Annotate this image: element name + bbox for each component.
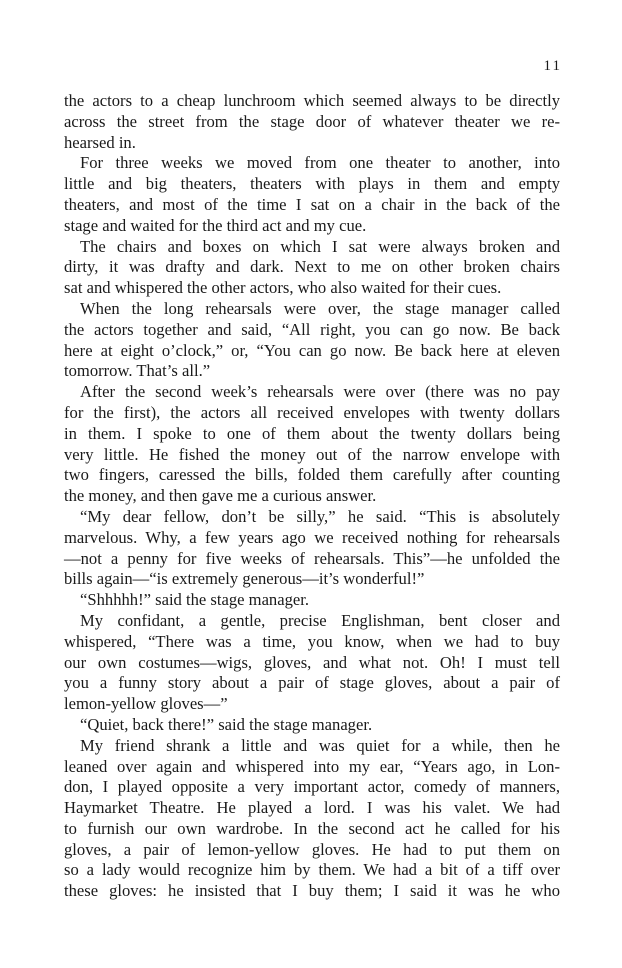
text-line: tomorrow. That’s all.”: [64, 361, 211, 381]
text-line: our own costumes—wigs, gloves, and what not. Oh! I must tell: [64, 652, 560, 672]
text-line: lemon-yellow gloves—”: [64, 694, 228, 714]
text-line: so a lady would recognize him by them. We had a bit of a tiff over: [64, 860, 560, 880]
text-line: two fingers, caressed the bills, folded them carefully after counting: [64, 465, 560, 485]
text-line: the money, and then gave me a curious answer.: [64, 486, 377, 506]
text-line: After the second week’s rehearsals were over (there was no pay: [80, 382, 560, 402]
text-line: very little. He fished the money out of the narrow envelope with: [64, 444, 560, 464]
text-line: leaned over again and whispered into my ear, “Years ago, in Lon-: [64, 756, 560, 776]
text-line: you a funny story about a pair of stage gloves, about a pair of: [64, 673, 560, 693]
text-line: When the long rehearsals were over, the stage manager called: [80, 298, 560, 318]
body-text: [64, 91, 560, 902]
text-line: My confidant, a gentle, precise Englishman, bent closer and: [80, 610, 560, 630]
text-line: dirty, it was drafty and dark. Next to me on other broken chairs: [64, 257, 560, 277]
text-line: My friend shrank a little and was quiet for a while, then he: [80, 735, 560, 755]
text-line: bills again—“is extremely generous—it’s wonderful!”: [64, 569, 425, 589]
text-line: the actors to a cheap lunchroom which seemed always to be directly: [64, 91, 560, 110]
text-line: stage and waited for the third act and my cue.: [64, 215, 367, 235]
text-line: the actors together and said, “All right, you can go now. Be back: [64, 319, 560, 339]
text-line: The chairs and boxes on which I sat were always broken and: [80, 236, 560, 256]
text-line: don, I played opposite a very important actor, comedy of manners,: [64, 777, 560, 797]
text-line: hearsed in.: [64, 132, 136, 152]
text-line: these gloves: he insisted that I buy them; I said it was he who: [64, 881, 560, 901]
text-line: marvelous. Why, a few years ago we received nothing for rehearsals: [64, 527, 560, 547]
text-line: here at eight o’clock,” or, “You can go now. Be back here at eleven: [64, 340, 560, 360]
text-line: “Quiet, back there!” said the stage manager.: [80, 714, 373, 734]
text-line: across the street from the stage door of whatever theater we re-: [64, 111, 560, 131]
text-line: “Shhhhh!” said the stage manager.: [80, 590, 310, 610]
text-line: For three weeks we moved from one theater to another, into: [80, 153, 560, 173]
text-line: in them. I spoke to one of them about the twenty dollars being: [64, 423, 560, 443]
text-line: Haymarket Theatre. He played a lord. I was his valet. We had: [64, 798, 560, 818]
text-line: “My dear fellow, don’t be silly,” he said. “This is absolutely: [80, 506, 560, 526]
text-line: —not a penny for five weeks of rehearsals. This”—he unfolded the: [64, 548, 560, 568]
text-line: to furnish our own wardrobe. In the second act he called for his: [64, 818, 560, 838]
text-line: sat and whispered the other actors, who also waited for their cues.: [64, 278, 502, 298]
text-line: theaters, and most of the time I sat on a chair in the back of the: [64, 194, 560, 214]
text-line: for the first), the actors all received envelopes with twenty dollars: [64, 402, 560, 422]
text-line: gloves, a pair of lemon-yellow gloves. He had to put them on: [64, 839, 560, 859]
text-line: whispered, “There was a time, you know, when we had to buy: [64, 631, 560, 651]
page-number: 11: [543, 58, 562, 74]
text-line: little and big theaters, theaters with plays in them and empty: [64, 174, 560, 194]
